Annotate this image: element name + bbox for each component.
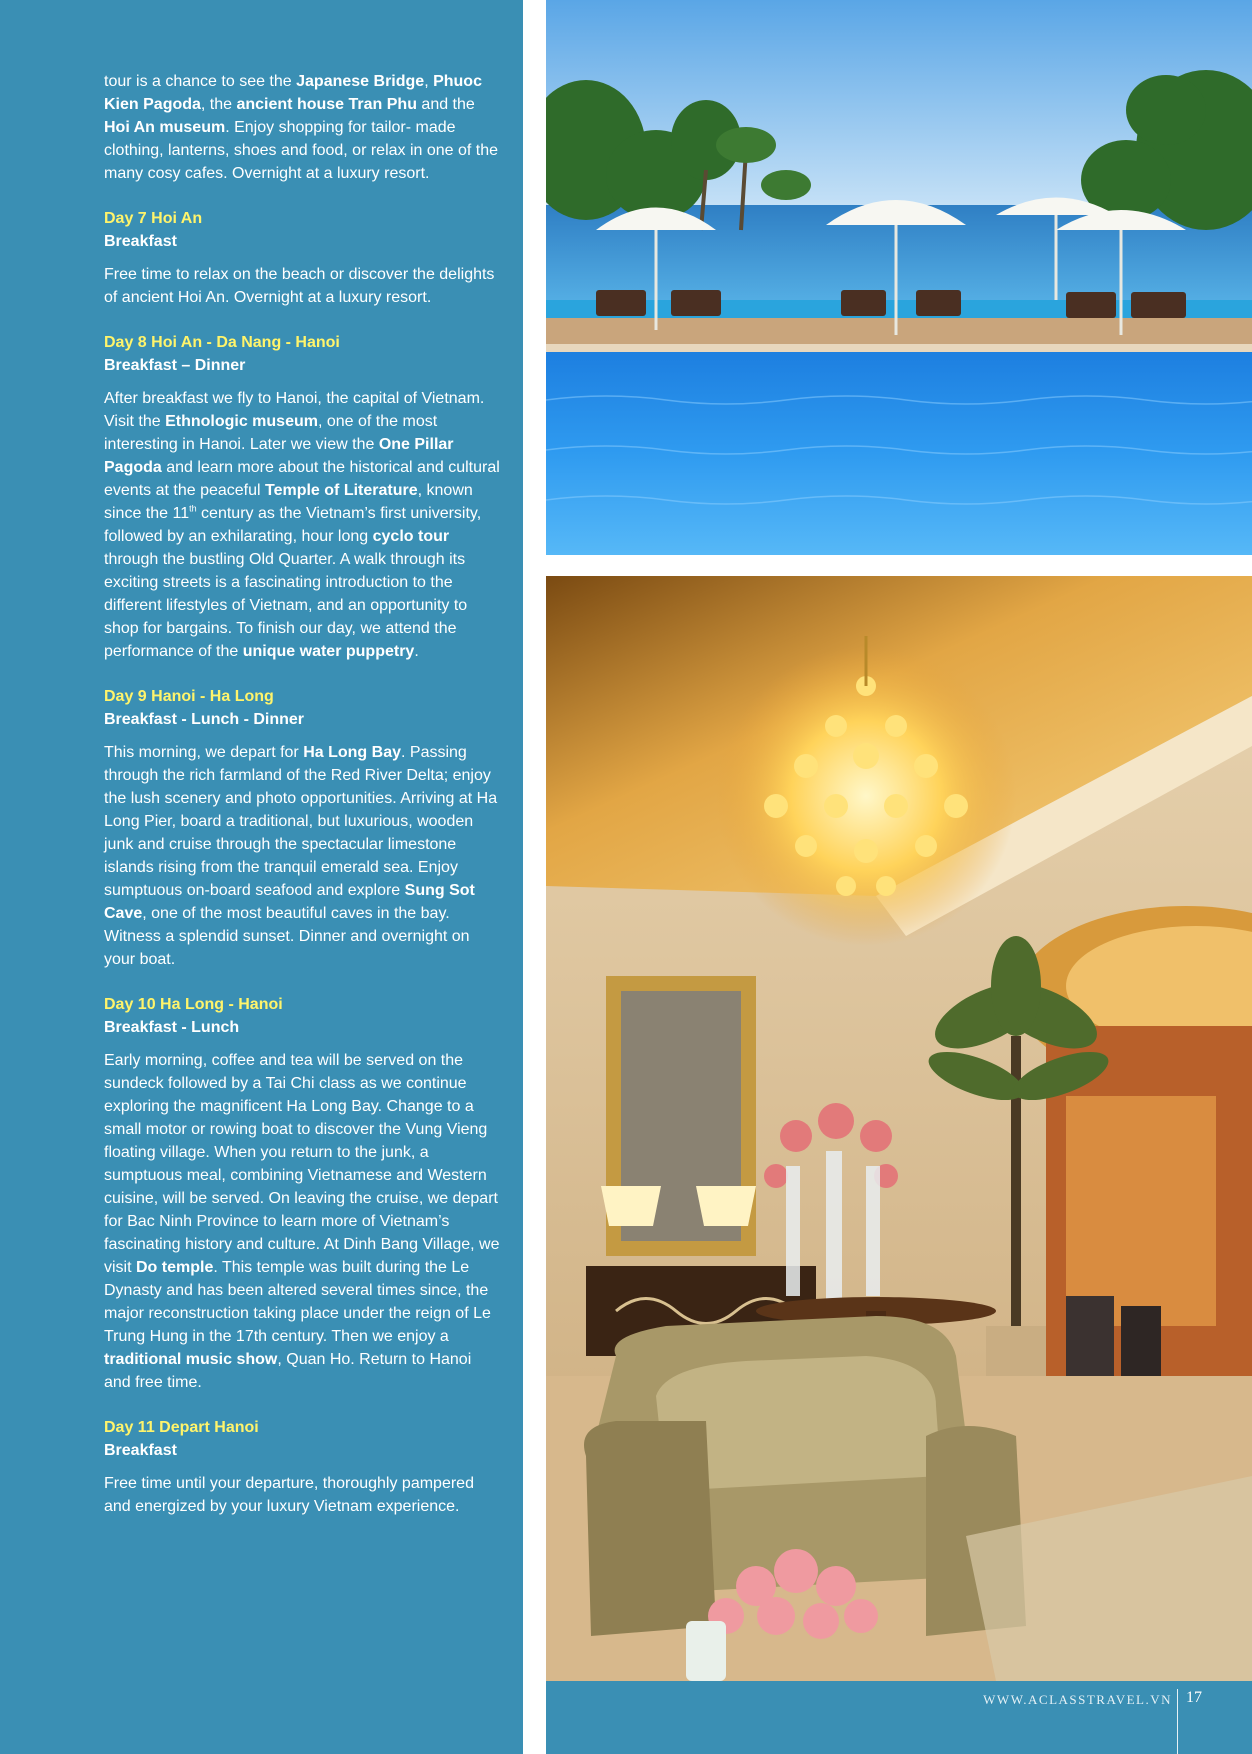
text-run: tour is a chance to see the [104,73,297,90]
day-meals: Breakfast - Lunch [104,1019,240,1036]
highlight: Temple of Literature [265,482,418,499]
text-run: through the bustling Old Quarter. A walk through its exciting streets is a fascinating introduction to the different lifestyles of Vietnam, and an opportunity to shop for bargains. To finish our day, we attend the performance of the [104,551,468,660]
day-title: Day 9 Hanoi - Ha Long [104,688,274,705]
text-run: After breakfast we fly to Hanoi, the capital of Vietnam. Visit the [104,390,485,430]
day-title: Day 10 Ha Long - Hanoi [104,996,283,1013]
day-title: Day 8 Hoi An - Da Nang - Hanoi [104,334,340,351]
highlight: Do temple [136,1259,214,1276]
text-run: and learn more about the historical and cultural events at the peaceful [104,459,500,499]
day-meals: Breakfast - Lunch - Dinner [104,711,305,728]
text-run: . [414,643,419,660]
highlight: One Pillar Pagoda [104,436,454,476]
lobby-illustration [546,576,1252,1681]
highlight: Sung Sot Cave [104,882,475,922]
highlight: Ha Long Bay [303,744,401,761]
page-number: 17 [1186,1689,1202,1706]
day11-paragraph: Free time until your departure, thoroughly pampered and energized by your luxury Vietnam experience. [104,1475,474,1515]
intro-paragraph [104,70,500,185]
day-meals: Breakfast [104,1442,177,1459]
day8-heading [104,331,500,377]
day11-heading [104,1416,500,1462]
day7-paragraph: Free time to relax on the beach or discover the delights of ancient Hoi An. Overnight at a luxury resort. [104,266,495,306]
text-run: , the [200,96,237,113]
day8-paragraph [104,387,500,663]
highlight: traditional music show [104,1351,278,1368]
day10-paragraph [104,1049,500,1394]
highlight: Phuoc Kien Pagoda [104,73,482,113]
text-run: Early morning, coffee and tea will be served on the sundeck followed by a Tai Chi class as we continue exploring the magnificent Ha Long Bay. Change to a small motor or rowing boat to discover the Vung Vieng floating village. When you return to the junk, a sumptuous meal, combining Vietnamese and Western cuisine, will be served. On leaving the cruise, we depart for Bac Ninh Province to learn more of Vietnam’s fascinating history and culture. At Dinh Bang Village, we visit [104,1052,500,1276]
day-title: Day 11 Depart Hanoi [104,1419,259,1436]
highlight: unique water puppetry [242,643,415,660]
footer [546,1681,1252,1754]
highlight: cyclo tour [372,528,450,545]
text-run: , one of the most interesting in Hanoi. Later we view the [104,413,438,453]
footer-divider [1177,1689,1178,1754]
text-run: . Passing through the rich farmland of the Red River Delta; enjoy the lush scenery and photo opportunities. Arriving at Ha Long Pier, board a traditional, but luxurious, wooden junk and cruise through the spectacular limestone islands rising from the tranquil emerald sea. Enjoy sumptuous on-board seafood and explore [104,744,498,899]
text-run: , known since the 11 [104,482,473,522]
highlight: ancient house Tran Phu [236,96,417,113]
day-title: Day 7 Hoi An [104,210,203,227]
text-run: , [424,73,434,90]
resort-pool-photo [546,0,1252,555]
pool-illustration [546,0,1252,555]
day9-paragraph [104,741,500,971]
text-run: century as the Vietnam’s first university, followed by an exhilarating, hour long [104,505,482,545]
hotel-lobby-photo [546,576,1252,1681]
text-run: This morning, we depart for [104,744,304,761]
text-run: and the [416,96,475,113]
itinerary-text [104,70,500,1518]
text-run: , one of the most beautiful caves in the bay. Witness a splendid sunset. Dinner and overnight on your boat. [104,905,470,968]
text-run: , Quan Ho. Return to Hanoi and free time. [104,1351,472,1391]
highlight: Hoi An museum [104,119,226,136]
day-meals: Breakfast – Dinner [104,357,246,374]
day-meals: Breakfast [104,233,177,250]
highlight: Japanese Bridge [296,73,425,90]
website-url[interactable]: WWW.ACLASSTRAVEL.VN [983,1692,1172,1707]
day9-heading [104,685,500,731]
text-run: . This temple was built during the Le Dynasty and has been altered several times since, the major reconstruction taking place under the reign of Le Trung Hung in the 17th century. Then we enjoy a [104,1259,491,1345]
text-run: . Enjoy shopping for tailor- made clothing, lanterns, shoes and food, or relax in one of the many cosy cafes. Overnight at a luxury resort. [104,119,499,182]
day10-heading [104,993,500,1039]
highlight: Ethnologic museum [165,413,318,430]
superscript: th [189,503,197,514]
day7-heading [104,207,500,253]
